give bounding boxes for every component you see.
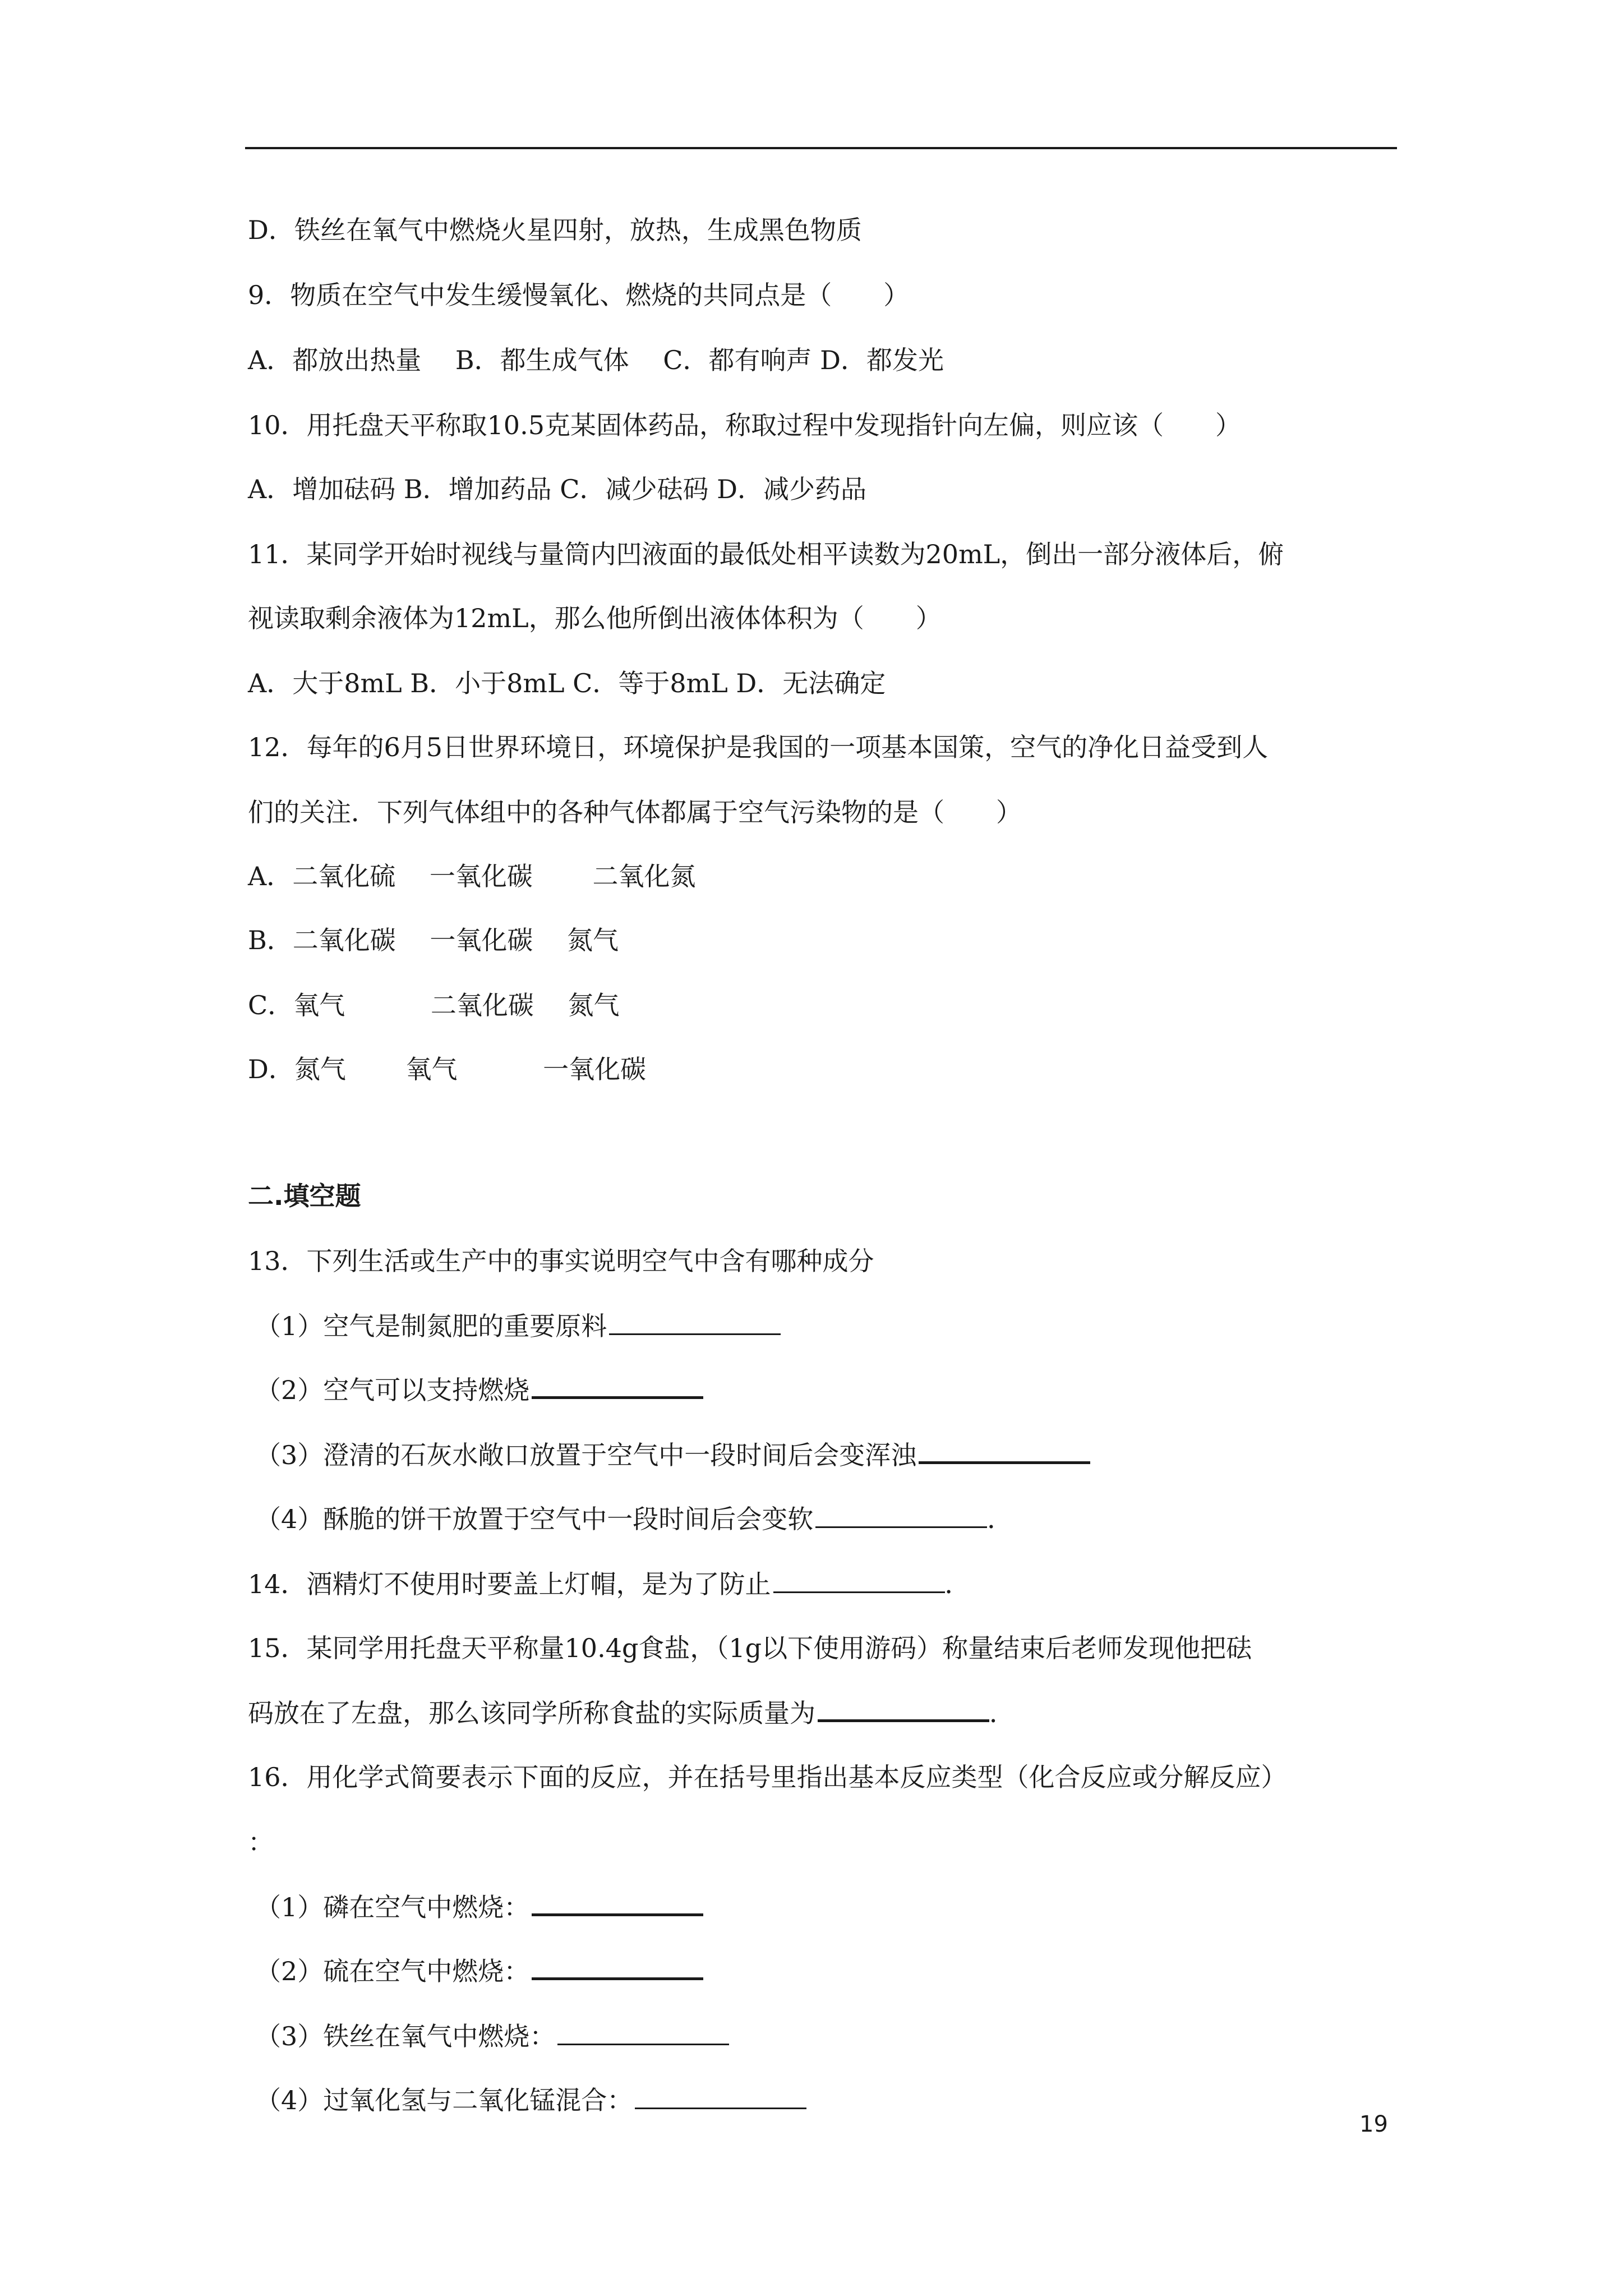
period: ．	[944, 1569, 971, 1599]
q12-option-c: C．氧气 二氧化碳 氮气	[248, 990, 620, 1020]
answer-blank[interactable]	[532, 1891, 703, 1916]
q10-stem: 10．用托盘天平称取10.5克某固体药品，称取过程中发现指针向左偏，则应该（ ）	[248, 410, 1241, 440]
q11-stem-line1: 11．某同学开始时视线与量筒内凹液面的最低处相平读数为20mL，倒出一部分液体后，俯	[248, 539, 1284, 569]
q12-option-a: A．二氧化硫 一氧化碳 二氧化氮	[248, 861, 696, 891]
answer-blank[interactable]	[532, 1955, 703, 1980]
q16-stem-line1: 16．用化学式简要表示下面的反应，并在括号里指出基本反应类型（化合反应或分解反应）	[248, 1762, 1287, 1792]
q9-options: A．都放出热量 B．都生成气体 C．都有响声 D．都发光	[248, 345, 944, 375]
q12-stem-line1: 12．每年的6月5日世界环境日，环境保护是我国的一项基本国策，空气的净化日益受到人	[248, 732, 1269, 762]
q16-stem-line2: ：	[248, 1827, 274, 1857]
answer-blank[interactable]	[818, 1697, 989, 1722]
q11-options: A．大于8mL B．小于8mL C．等于8mL D．无法确定	[248, 668, 886, 698]
answer-blank[interactable]	[635, 2085, 806, 2109]
q16-item-3	[255, 2019, 729, 2053]
q14-stem	[248, 1567, 971, 1601]
q12-option-d: D．氮气 氧气 一氧化碳	[248, 1054, 647, 1084]
q13-item-2	[255, 1373, 703, 1407]
q9-stem: 9．物质在空气中发生缓慢氧化、燃烧的共同点是（ ）	[248, 280, 910, 310]
q13-item-3-text: （3）澄清的石灰水敞口放置于空气中一段时间后会变浑浊	[255, 1440, 917, 1470]
q16-item-4-text: （4）过氧化氢与二氧化锰混合：	[255, 2085, 633, 2115]
answer-blank[interactable]	[532, 1374, 703, 1399]
q13-item-2-text: （2）空气可以支持燃烧	[255, 1375, 530, 1405]
q13-item-4	[255, 1502, 1013, 1536]
header-rule	[245, 147, 1397, 149]
q16-item-2-text: （2）硫在空气中燃烧：	[255, 1956, 530, 1986]
q13-item-1-text: （1）空气是制氮肥的重要原料	[255, 1311, 607, 1341]
q15-text: 码放在了左盘，那么该同学所称食盐的实际质量为	[248, 1698, 815, 1728]
q16-item-4	[255, 2083, 806, 2117]
q12-option-b: B．二氧化碳 一氧化碳 氮气	[248, 925, 619, 955]
q11-stem-line2: 视读取剩余液体为12mL，那么他所倒出液体体积为（ ）	[248, 603, 942, 633]
answer-blank[interactable]	[773, 1569, 945, 1593]
q8-option-d: D．铁丝在氧气中燃烧火星四射，放热，生成黑色物质	[248, 215, 862, 245]
q13-item-3	[255, 1438, 1090, 1472]
q15-stem-line1: 15．某同学用托盘天平称量10.4g食盐，（1g以下使用游码）称量结束后老师发现他把砝	[248, 1633, 1252, 1663]
q16-item-1-text: （1）磷在空气中燃烧：	[255, 1892, 530, 1922]
page-number: 19	[1359, 2111, 1388, 2137]
q16-item-1	[255, 1890, 703, 1924]
q13-stem: 13．下列生活或生产中的事实说明空气中含有哪种成分	[248, 1246, 874, 1276]
answer-blank[interactable]	[919, 1439, 1090, 1464]
q15-stem-line2	[248, 1696, 1015, 1730]
answer-blank[interactable]	[609, 1311, 781, 1335]
q14-text: 14．酒精灯不使用时要盖上灯帽，是为了防止	[248, 1569, 771, 1599]
answer-blank[interactable]	[815, 1504, 987, 1528]
q16-item-3-text: （3）铁丝在氧气中燃烧：	[255, 2021, 556, 2051]
q10-options: A．增加砝码 B．增加药品 C．减少砝码 D．减少药品	[248, 474, 866, 504]
q12-stem-line2: 们的关注．下列气体组中的各种气体都属于空气污染物的是（ ）	[248, 797, 1022, 827]
section-title-fill-in: 二.填空题	[248, 1181, 361, 1211]
answer-blank[interactable]	[557, 2021, 729, 2045]
q16-item-2	[255, 1954, 703, 1988]
q13-item-1	[255, 1309, 781, 1343]
q13-item-4-text: （4）酥脆的饼干放置于空气中一段时间后会变软	[255, 1504, 814, 1534]
period: ．	[989, 1698, 1015, 1728]
period: ．	[987, 1504, 1013, 1534]
